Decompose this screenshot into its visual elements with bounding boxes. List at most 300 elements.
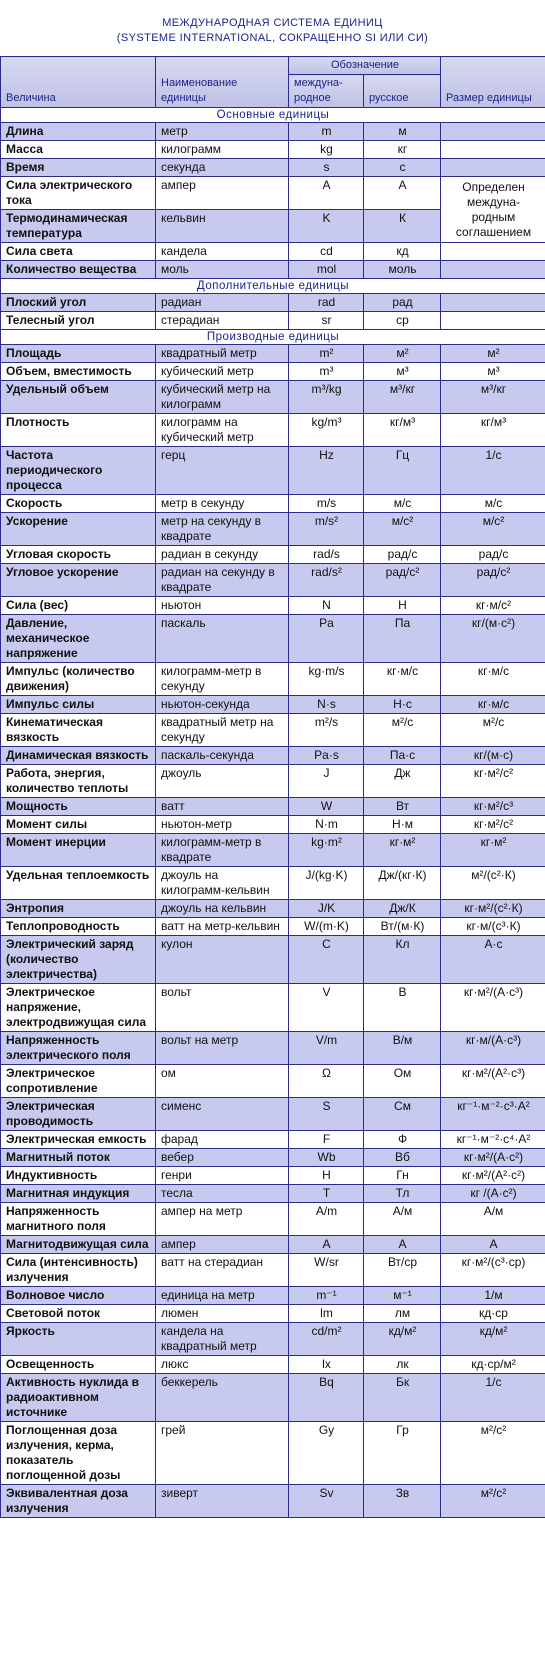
international-symbol-cell: rad/s: [289, 546, 364, 564]
quantity-cell: Сила электрического тока: [1, 177, 156, 210]
quantity-cell: Теплопроводность: [1, 918, 156, 936]
header-international: междуна-родное: [289, 75, 364, 108]
unit-size-cell: кг·м/(с³·К): [441, 918, 545, 936]
table-row: [1, 1167, 545, 1185]
quantity-cell: Поглощенная доза излучения, керма, показатель поглощенной дозы: [1, 1422, 156, 1485]
quantity-cell: Магнитный поток: [1, 1149, 156, 1167]
quantity-cell: Термодинамическая температура: [1, 210, 156, 243]
russian-symbol-cell: кг·м²: [364, 834, 441, 867]
quantity-cell: Сила света: [1, 243, 156, 261]
russian-symbol-cell: См: [364, 1098, 441, 1131]
header-unit-name: Наименование единицы: [156, 57, 289, 108]
unit-name-cell: кубический метр на килограмм: [156, 381, 289, 414]
unit-size-cell: м²: [441, 345, 545, 363]
unit-name-cell: фарад: [156, 1131, 289, 1149]
russian-symbol-cell: моль: [364, 261, 441, 279]
russian-symbol-cell: Н·м: [364, 816, 441, 834]
table-row: [1, 1185, 545, 1203]
table-row: [1, 312, 545, 330]
russian-symbol-cell: Ом: [364, 1065, 441, 1098]
title-line-1: МЕЖДУНАРОДНАЯ СИСТЕМА ЕДИНИЦ: [162, 17, 383, 29]
international-symbol-cell: m³/kg: [289, 381, 364, 414]
international-symbol-cell: Wb: [289, 1149, 364, 1167]
russian-symbol-cell: Н·с: [364, 696, 441, 714]
unit-size-cell: рад/с²: [441, 564, 545, 597]
russian-symbol-cell: А/м: [364, 1203, 441, 1236]
table-row: [1, 1236, 545, 1254]
unit-name-cell: ампер на метр: [156, 1203, 289, 1236]
table-row: [1, 696, 545, 714]
unit-name-cell: радиан: [156, 294, 289, 312]
quantity-cell: Работа, энергия, количество теплоты: [1, 765, 156, 798]
russian-symbol-cell: кд: [364, 243, 441, 261]
russian-symbol-cell: Гц: [364, 447, 441, 495]
table-row: [1, 615, 545, 663]
table-row: [1, 1149, 545, 1167]
table-row: [1, 345, 545, 363]
section-heading: Дополнительные единицы: [1, 279, 545, 294]
table-row: [1, 834, 545, 867]
russian-symbol-cell: Вт/ср: [364, 1254, 441, 1287]
unit-size-cell: кг·м²/(А·с³): [441, 984, 545, 1032]
unit-size-cell: м/с: [441, 495, 545, 513]
quantity-cell: Эквивалентная доза излучения: [1, 1485, 156, 1518]
unit-size-cell: кд/м²: [441, 1323, 545, 1356]
unit-size-cell: рад/с: [441, 546, 545, 564]
international-symbol-cell: Bq: [289, 1374, 364, 1422]
table-row: [1, 798, 545, 816]
header-russian: русское: [364, 75, 441, 108]
unit-size-cell: кг·м/(А·с³): [441, 1032, 545, 1065]
header-designation: Обозначение: [289, 57, 441, 75]
section-heading: Производные единицы: [1, 330, 545, 345]
unit-name-cell: кубический метр: [156, 363, 289, 381]
unit-size-cell: кг·м²: [441, 834, 545, 867]
unit-name-cell: беккерель: [156, 1374, 289, 1422]
quantity-cell: Электрическое сопротивление: [1, 1065, 156, 1098]
russian-symbol-cell: м²/с: [364, 714, 441, 747]
international-symbol-cell: C: [289, 936, 364, 984]
table-row: [1, 141, 545, 159]
unit-name-cell: тесла: [156, 1185, 289, 1203]
russian-symbol-cell: лм: [364, 1305, 441, 1323]
unit-size-cell: м²/с²: [441, 1485, 545, 1518]
international-symbol-cell: s: [289, 159, 364, 177]
unit-size-cell: [441, 261, 545, 279]
russian-symbol-cell: м²: [364, 345, 441, 363]
quantity-cell: Волновое число: [1, 1287, 156, 1305]
russian-symbol-cell: м³/кг: [364, 381, 441, 414]
quantity-cell: Ускорение: [1, 513, 156, 546]
international-symbol-cell: Pa·s: [289, 747, 364, 765]
russian-symbol-cell: кг: [364, 141, 441, 159]
unit-name-cell: радиан на секунду в квадрате: [156, 564, 289, 597]
section-row: [1, 330, 545, 345]
russian-symbol-cell: А: [364, 1236, 441, 1254]
table-row: [1, 447, 545, 495]
unit-name-cell: генри: [156, 1167, 289, 1185]
quantity-cell: Энтропия: [1, 900, 156, 918]
unit-name-cell: паскаль-секунда: [156, 747, 289, 765]
table-row: [1, 1323, 545, 1356]
unit-name-cell: паскаль: [156, 615, 289, 663]
quantity-cell: Удельная теплоемкость: [1, 867, 156, 900]
quantity-cell: Динамическая вязкость: [1, 747, 156, 765]
international-symbol-cell: m/s: [289, 495, 364, 513]
unit-size-cell: кг·м²/(А²·с³): [441, 1065, 545, 1098]
unit-size-cell: [441, 294, 545, 312]
unit-size-cell: кг·м/с²: [441, 597, 545, 615]
russian-symbol-cell: Бк: [364, 1374, 441, 1422]
unit-size-cell: кг/м³: [441, 414, 545, 447]
russian-symbol-cell: Дж: [364, 765, 441, 798]
international-symbol-cell: J/(kg·K): [289, 867, 364, 900]
unit-size-cell: кг⁻¹·м⁻²·с³·А²: [441, 1098, 545, 1131]
unit-name-cell: метр в секунду: [156, 495, 289, 513]
table-row: [1, 243, 545, 261]
unit-name-cell: килограмм: [156, 141, 289, 159]
international-symbol-cell: N·m: [289, 816, 364, 834]
unit-size-cell: м/с²: [441, 513, 545, 546]
unit-size-cell: кг·м/с: [441, 663, 545, 696]
unit-name-cell: джоуль на килограмм-кельвин: [156, 867, 289, 900]
table-row: [1, 159, 545, 177]
unit-name-cell: ватт на стерадиан: [156, 1254, 289, 1287]
table-row: [1, 867, 545, 900]
unit-size-cell: 1/с: [441, 1374, 545, 1422]
international-symbol-cell: A: [289, 177, 364, 210]
table-row: [1, 495, 545, 513]
unit-name-cell: единица на метр: [156, 1287, 289, 1305]
unit-name-cell: люкс: [156, 1356, 289, 1374]
unit-name-cell: сименс: [156, 1098, 289, 1131]
unit-size-cell: 1/с: [441, 447, 545, 495]
table-row: [1, 918, 545, 936]
international-symbol-cell: lm: [289, 1305, 364, 1323]
unit-size-cell: кг·м²/(с²·К): [441, 900, 545, 918]
international-symbol-cell: N: [289, 597, 364, 615]
unit-size-cell: кг⁻¹·м⁻²·с⁴·А²: [441, 1131, 545, 1149]
quantity-cell: Давление, механическое напряжение: [1, 615, 156, 663]
unit-size-cell: А·с: [441, 936, 545, 984]
table-row: [1, 936, 545, 984]
international-symbol-cell: Sv: [289, 1485, 364, 1518]
unit-name-cell: секунда: [156, 159, 289, 177]
unit-name-cell: метр на секунду в квадрате: [156, 513, 289, 546]
international-symbol-cell: cd/m²: [289, 1323, 364, 1356]
international-symbol-cell: kg/m³: [289, 414, 364, 447]
quantity-cell: Импульс (количество движения): [1, 663, 156, 696]
russian-symbol-cell: кд/м²: [364, 1323, 441, 1356]
unit-size-cell: кг·м/с: [441, 696, 545, 714]
unit-size-cell: [441, 123, 545, 141]
unit-size-cell: кг·м²/(с³·ср): [441, 1254, 545, 1287]
unit-name-cell: килограмм-метр в квадрате: [156, 834, 289, 867]
unit-size-cell: 1/м: [441, 1287, 545, 1305]
table-row: [1, 1374, 545, 1422]
quantity-cell: Количество вещества: [1, 261, 156, 279]
table-row: [1, 414, 545, 447]
international-symbol-cell: m²: [289, 345, 364, 363]
unit-name-cell: ватт: [156, 798, 289, 816]
russian-symbol-cell: м⁻¹: [364, 1287, 441, 1305]
table-row: [1, 1254, 545, 1287]
table-row: [1, 900, 545, 918]
unit-name-cell: моль: [156, 261, 289, 279]
russian-symbol-cell: м/с: [364, 495, 441, 513]
header-quantity: Величина: [1, 57, 156, 108]
international-symbol-cell: T: [289, 1185, 364, 1203]
russian-symbol-cell: Па·с: [364, 747, 441, 765]
international-symbol-cell: m²/s: [289, 714, 364, 747]
russian-symbol-cell: м: [364, 123, 441, 141]
quantity-cell: Электрический заряд (количество электричества): [1, 936, 156, 984]
unit-size-cell: м²/с: [441, 714, 545, 747]
russian-symbol-cell: Дж/К: [364, 900, 441, 918]
table-row: [1, 1356, 545, 1374]
international-symbol-cell: kg·m/s: [289, 663, 364, 696]
unit-name-cell: вольт на метр: [156, 1032, 289, 1065]
quantity-cell: Напряженность электрического поля: [1, 1032, 156, 1065]
quantity-cell: Кинематическая вязкость: [1, 714, 156, 747]
section-heading: Основные единицы: [1, 108, 545, 123]
table-row: [1, 261, 545, 279]
header-unit-size: Размер единицы: [441, 57, 545, 108]
quantity-cell: Телесный угол: [1, 312, 156, 330]
quantity-cell: Световой поток: [1, 1305, 156, 1323]
russian-symbol-cell: Дж/(кг·К): [364, 867, 441, 900]
international-symbol-cell: V: [289, 984, 364, 1032]
international-symbol-cell: A: [289, 1236, 364, 1254]
unit-name-cell: герц: [156, 447, 289, 495]
international-symbol-cell: m/s²: [289, 513, 364, 546]
international-symbol-cell: m: [289, 123, 364, 141]
quantity-cell: Площадь: [1, 345, 156, 363]
table-row: [1, 1485, 545, 1518]
russian-symbol-cell: ср: [364, 312, 441, 330]
quantity-cell: Время: [1, 159, 156, 177]
quantity-cell: Напряженность магнитного поля: [1, 1203, 156, 1236]
russian-symbol-cell: А: [364, 177, 441, 210]
unit-name-cell: радиан в секунду: [156, 546, 289, 564]
unit-size-cell: кд·ср: [441, 1305, 545, 1323]
russian-symbol-cell: В/м: [364, 1032, 441, 1065]
international-symbol-cell: rad: [289, 294, 364, 312]
russian-symbol-cell: Вб: [364, 1149, 441, 1167]
russian-symbol-cell: м/с²: [364, 513, 441, 546]
unit-size-cell: кд·ср/м²: [441, 1356, 545, 1374]
quantity-cell: Частота периодического процесса: [1, 447, 156, 495]
unit-size-cell: м²/(с²·К): [441, 867, 545, 900]
unit-name-cell: килограмм на кубический метр: [156, 414, 289, 447]
russian-symbol-cell: Тл: [364, 1185, 441, 1203]
international-symbol-cell: J/K: [289, 900, 364, 918]
table-row: [1, 714, 545, 747]
quantity-cell: Момент силы: [1, 816, 156, 834]
quantity-cell: Активность нуклида в радиоактивном источнике: [1, 1374, 156, 1422]
quantity-cell: Угловое ускорение: [1, 564, 156, 597]
international-symbol-cell: Ω: [289, 1065, 364, 1098]
unit-name-cell: кандела: [156, 243, 289, 261]
table-row: [1, 546, 545, 564]
quantity-cell: Импульс силы: [1, 696, 156, 714]
unit-name-cell: ампер: [156, 177, 289, 210]
table-row: [1, 1287, 545, 1305]
international-symbol-cell: A/m: [289, 1203, 364, 1236]
unit-size-cell: А/м: [441, 1203, 545, 1236]
unit-size-cell: кг·м²/с²: [441, 816, 545, 834]
unit-name-cell: люмен: [156, 1305, 289, 1323]
unit-size-cell: кг·м²/с³: [441, 798, 545, 816]
russian-symbol-cell: рад: [364, 294, 441, 312]
unit-size-note: Определен междуна-родным соглашением: [441, 177, 545, 243]
table-row: [1, 747, 545, 765]
quantity-cell: Мощность: [1, 798, 156, 816]
unit-name-cell: килограмм-метр в секунду: [156, 663, 289, 696]
unit-size-cell: кг/(м·с²): [441, 615, 545, 663]
quantity-cell: Магнитодвижущая сила: [1, 1236, 156, 1254]
table-row: [1, 513, 545, 546]
page-title: [0, 0, 545, 56]
unit-name-cell: вольт: [156, 984, 289, 1032]
russian-symbol-cell: м³: [364, 363, 441, 381]
quantity-cell: Момент инерции: [1, 834, 156, 867]
unit-size-cell: кг /(А·с²): [441, 1185, 545, 1203]
table-row: [1, 381, 545, 414]
table-row: [1, 177, 545, 210]
quantity-cell: Освещенность: [1, 1356, 156, 1374]
international-symbol-cell: rad/s²: [289, 564, 364, 597]
international-symbol-cell: W/(m·K): [289, 918, 364, 936]
table-row: [1, 564, 545, 597]
international-symbol-cell: F: [289, 1131, 364, 1149]
international-symbol-cell: H: [289, 1167, 364, 1185]
unit-name-cell: кандела на квадратный метр: [156, 1323, 289, 1356]
table-row: [1, 294, 545, 312]
section-row: [1, 108, 545, 123]
russian-symbol-cell: В: [364, 984, 441, 1032]
si-units-table: [0, 56, 545, 1518]
international-symbol-cell: N·s: [289, 696, 364, 714]
unit-name-cell: метр: [156, 123, 289, 141]
unit-name-cell: кулон: [156, 936, 289, 984]
table-row: [1, 597, 545, 615]
quantity-cell: Магнитная индукция: [1, 1185, 156, 1203]
quantity-cell: Электрическая емкость: [1, 1131, 156, 1149]
russian-symbol-cell: кг/м³: [364, 414, 441, 447]
quantity-cell: Плоский угол: [1, 294, 156, 312]
table-row: [1, 1305, 545, 1323]
russian-symbol-cell: кг·м/с: [364, 663, 441, 696]
unit-name-cell: квадратный метр: [156, 345, 289, 363]
unit-name-cell: ватт на метр-кельвин: [156, 918, 289, 936]
international-symbol-cell: V/m: [289, 1032, 364, 1065]
unit-size-cell: м²/с²: [441, 1422, 545, 1485]
international-symbol-cell: m⁻¹: [289, 1287, 364, 1305]
russian-symbol-cell: Ф: [364, 1131, 441, 1149]
unit-name-cell: джоуль: [156, 765, 289, 798]
quantity-cell: Масса: [1, 141, 156, 159]
unit-name-cell: джоуль на кельвин: [156, 900, 289, 918]
table-row: [1, 1098, 545, 1131]
table-row: [1, 363, 545, 381]
russian-symbol-cell: Гн: [364, 1167, 441, 1185]
international-symbol-cell: Pa: [289, 615, 364, 663]
international-symbol-cell: mol: [289, 261, 364, 279]
table-row: [1, 816, 545, 834]
unit-name-cell: кельвин: [156, 210, 289, 243]
quantity-cell: Электрическое напряжение, электродвижущая сила: [1, 984, 156, 1032]
russian-symbol-cell: Зв: [364, 1485, 441, 1518]
international-symbol-cell: Hz: [289, 447, 364, 495]
quantity-cell: Сила (вес): [1, 597, 156, 615]
unit-name-cell: зиверт: [156, 1485, 289, 1518]
russian-symbol-cell: К: [364, 210, 441, 243]
unit-name-cell: квадратный метр на секунду: [156, 714, 289, 747]
quantity-cell: Электрическая проводимость: [1, 1098, 156, 1131]
table-row: [1, 1203, 545, 1236]
table-row: [1, 123, 545, 141]
unit-size-cell: кг·м²/(А·с²): [441, 1149, 545, 1167]
russian-symbol-cell: лк: [364, 1356, 441, 1374]
russian-symbol-cell: Кл: [364, 936, 441, 984]
russian-symbol-cell: Н: [364, 597, 441, 615]
table-row: [1, 1422, 545, 1485]
table-row: [1, 663, 545, 696]
unit-name-cell: стерадиан: [156, 312, 289, 330]
russian-symbol-cell: рад/с²: [364, 564, 441, 597]
international-symbol-cell: W: [289, 798, 364, 816]
table-row: [1, 1032, 545, 1065]
unit-name-cell: ампер: [156, 1236, 289, 1254]
unit-size-cell: кг·м²/с²: [441, 765, 545, 798]
section-row: [1, 279, 545, 294]
international-symbol-cell: sr: [289, 312, 364, 330]
unit-name-cell: ом: [156, 1065, 289, 1098]
unit-size-cell: А: [441, 1236, 545, 1254]
unit-name-cell: ньютон-метр: [156, 816, 289, 834]
quantity-cell: Угловая скорость: [1, 546, 156, 564]
quantity-cell: Длина: [1, 123, 156, 141]
international-symbol-cell: lx: [289, 1356, 364, 1374]
international-symbol-cell: Gy: [289, 1422, 364, 1485]
unit-size-cell: [441, 141, 545, 159]
russian-symbol-cell: Гр: [364, 1422, 441, 1485]
unit-name-cell: вебер: [156, 1149, 289, 1167]
unit-size-cell: кг/(м·с): [441, 747, 545, 765]
quantity-cell: Плотность: [1, 414, 156, 447]
international-symbol-cell: K: [289, 210, 364, 243]
unit-name-cell: ньютон-секунда: [156, 696, 289, 714]
unit-name-cell: ньютон: [156, 597, 289, 615]
international-symbol-cell: cd: [289, 243, 364, 261]
table-row: [1, 765, 545, 798]
quantity-cell: Яркость: [1, 1323, 156, 1356]
table-row: [1, 1131, 545, 1149]
international-symbol-cell: kg: [289, 141, 364, 159]
title-line-2: (SYSTEME INTERNATIONAL, СОКРАЩЕННО SI ИЛИ СИ): [116, 32, 429, 44]
quantity-cell: Индуктивность: [1, 1167, 156, 1185]
unit-size-cell: [441, 312, 545, 330]
international-symbol-cell: W/sr: [289, 1254, 364, 1287]
unit-size-cell: м³: [441, 363, 545, 381]
table-row: [1, 984, 545, 1032]
quantity-cell: Удельный объем: [1, 381, 156, 414]
international-symbol-cell: m³: [289, 363, 364, 381]
quantity-cell: Объем, вместимость: [1, 363, 156, 381]
quantity-cell: Скорость: [1, 495, 156, 513]
unit-size-cell: [441, 243, 545, 261]
